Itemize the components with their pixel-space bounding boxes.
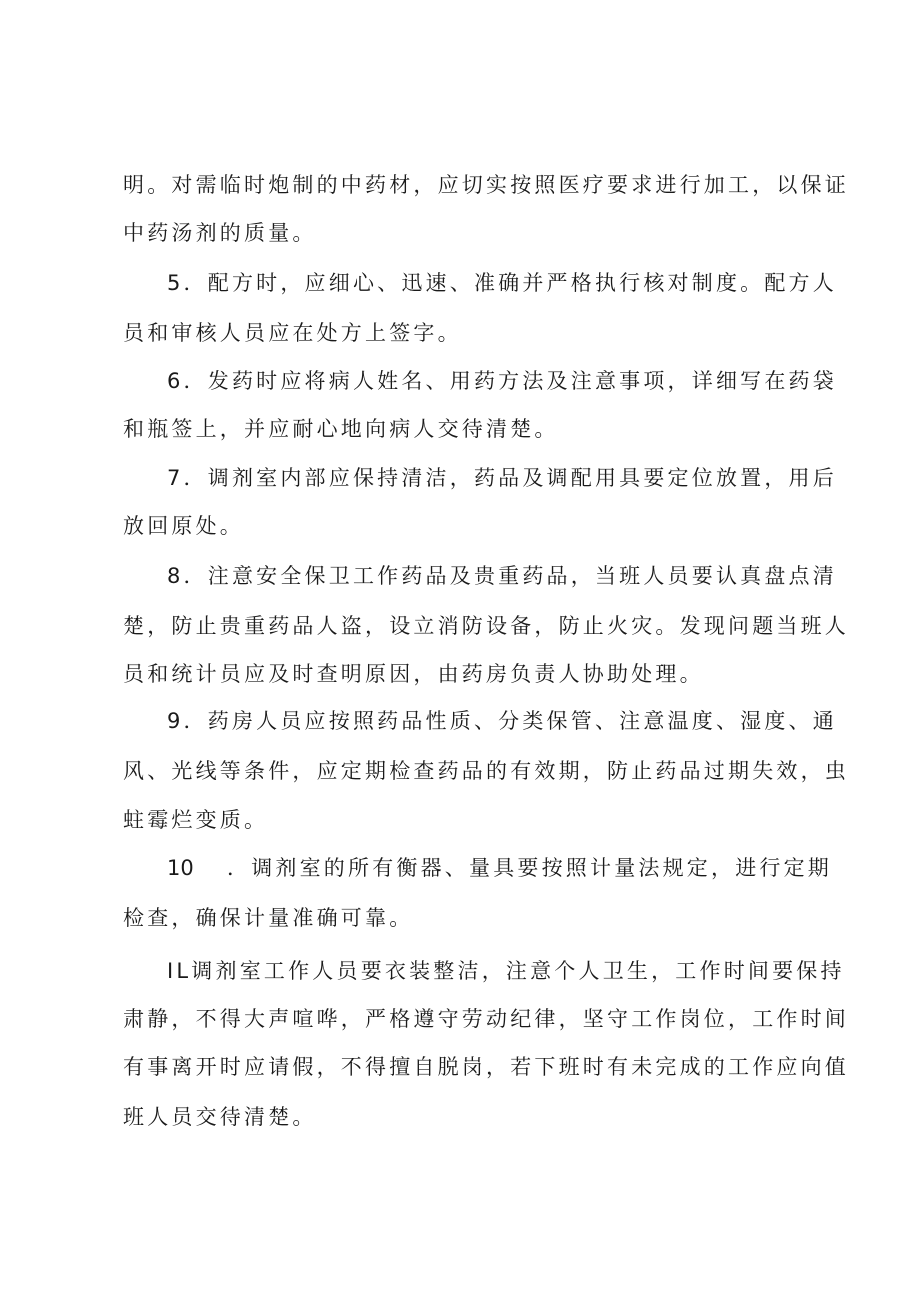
item-11-line-4: 班人员交待清楚。 [123,1105,317,1129]
item-10-number: 10 [167,856,194,880]
text-line: 明。对需临时炮制的中药材，应切实按照医疗要求进行加工，以保证 [123,173,849,197]
item-9-line-1: 9．药房人员应按照药品性质、分类保管、注意温度、湿度、通 [167,709,837,733]
item-5-line-2: 员和审核人员应在处方上签字。 [123,321,462,345]
item-11-line-2: 肃静，不得大声喧哗，严格遵守劳动纪律，坚守工作岗位，工作时间 [123,1007,849,1031]
item-6-line-2: 和瓶签上，并应耐心地向病人交待清楚。 [123,417,559,441]
item-8-line-2: 楚，防止贵重药品人盗，设立消防设备，防止火灾。发现问题当班人 [123,614,849,638]
item-9-line-3: 蛀霉烂变质。 [123,808,269,832]
item-8-line-1: 8．注意安全保卫工作药品及贵重药品，当班人员要认真盘点清 [167,564,837,588]
item-10-text: ．调剂室的所有衡器、量具要按照计量法规定，进行定期 [227,856,832,880]
text-line: 中药汤剂的质量。 [123,221,317,245]
item-7-line-2: 放回原处。 [123,514,244,538]
item-6-line-1: 6．发药时应将病人姓名、用药方法及注意事项，详细写在药袋 [167,369,837,393]
item-8-line-3: 员和统计员应及时查明原因，由药房负责人协助处理。 [123,662,704,686]
item-11-line-1: IL调剂室工作人员要衣装整洁，注意个人卫生，工作时间要保持 [167,959,845,983]
item-9-line-2: 风、光线等条件，应定期检查药品的有效期，防止药品过期失效，虫 [123,759,849,783]
item-5-line-1: 5．配方时，应细心、迅速、准确并严格执行核对制度。配方人 [167,271,837,295]
item-10-line-1 [167,853,867,883]
item-11-line-3: 有事离开时应请假，不得擅自脱岗，若下班时有未完成的工作应向值 [123,1055,849,1079]
item-10-line-2: 检查，确保计量准确可靠。 [123,906,414,930]
item-7-line-1: 7．调剂室内部应保持清洁，药品及调配用具要定位放置，用后 [167,466,837,490]
